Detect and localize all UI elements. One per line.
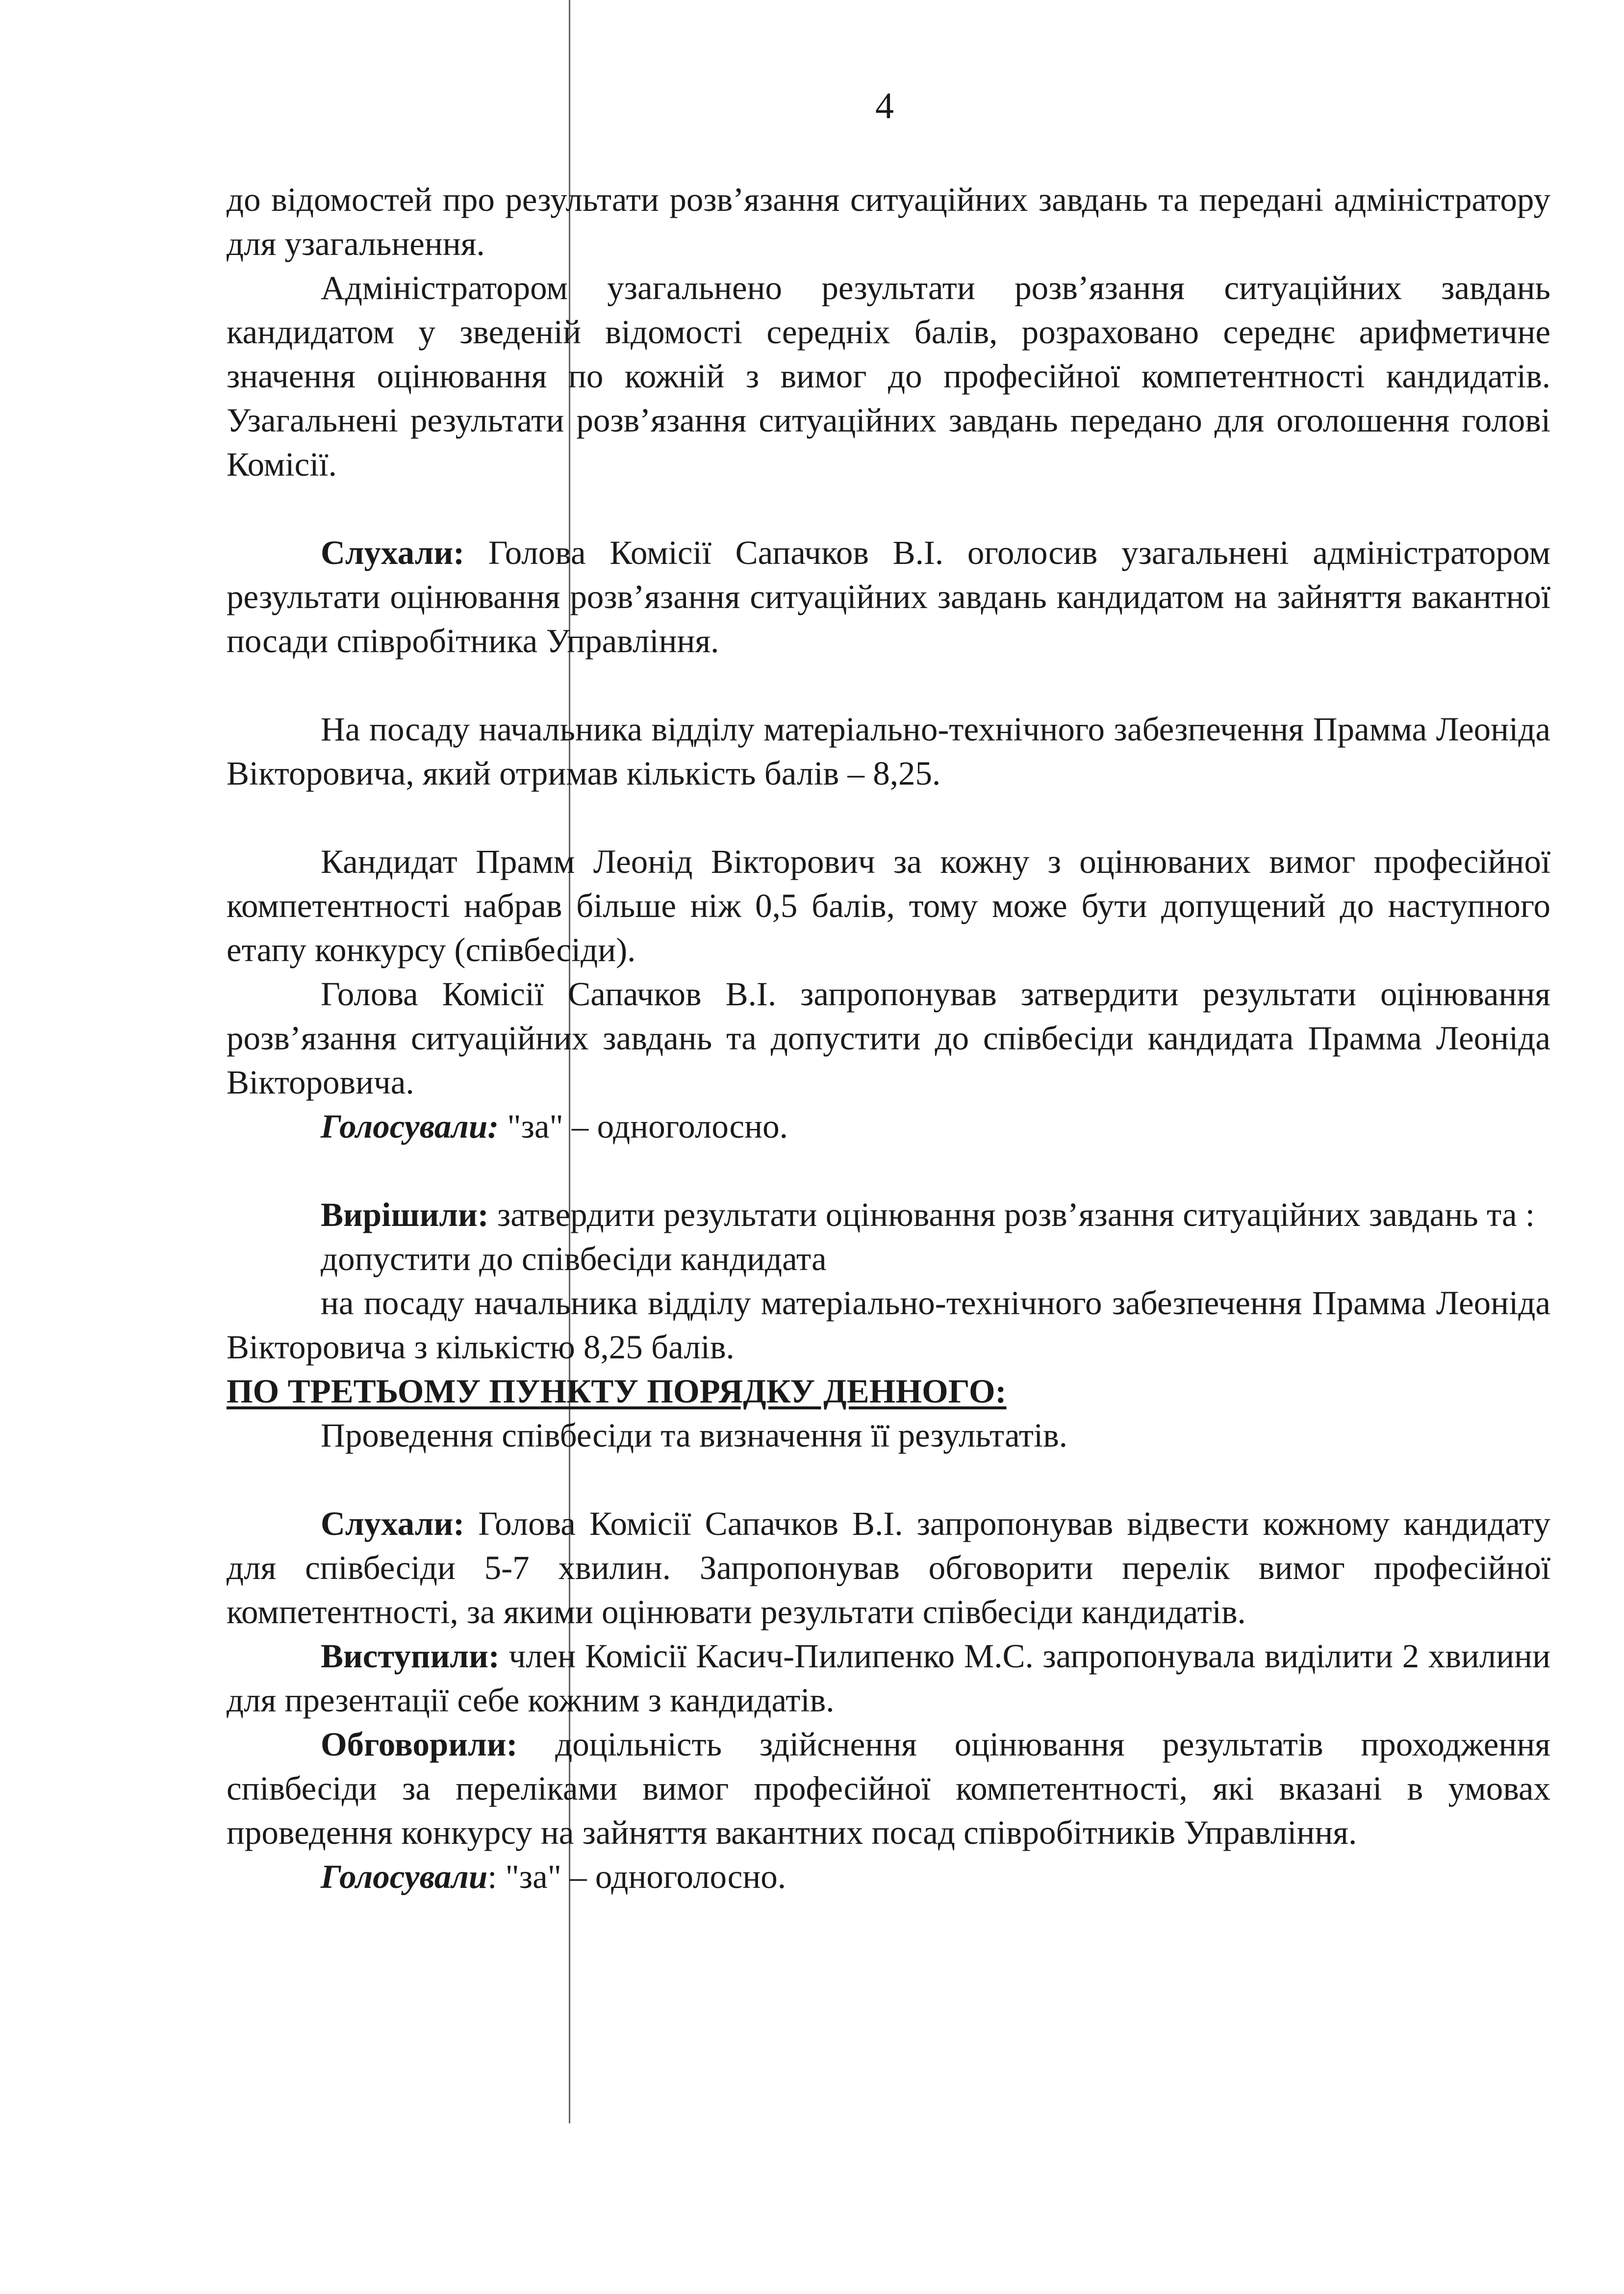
- heard-text-2: Голова Комісії Сапачков В.І. запропонував відвести кожному кандидату для співбесіди 5-7 хвилин. Запропонував обговорити перелік вимог професійної компетентності, за якими оцінювати результати співбесіди кандидатів.: [227, 1505, 1550, 1631]
- voted-colon: :: [487, 1858, 497, 1895]
- paragraph-2: Адміністратором узагальнено результати розв’язання ситуаційних завдань кандидатом у зведеній відомості середніх балів, розраховано середнє арифметичне значення оцінювання по кожній з вимог до професійної компетентності кандидатів. Узагальнені результати розв’язання ситуаційних завдань передано для оголошення голові Комісії.: [227, 269, 1550, 483]
- label-voted: Голосували:: [321, 1108, 499, 1145]
- label-heard-2: Слухали:: [321, 1505, 465, 1542]
- paragraph-interview: Проведення співбесіди та визначення її результатів.: [321, 1417, 1067, 1454]
- label-voted-2: Голосували: [321, 1858, 488, 1895]
- voted-text: "за" – одноголосно.: [499, 1108, 788, 1145]
- paragraph-position-2: на посаду начальника відділу матеріально-технічного забезпечення Прамма Леоніда Вікторовича з кількістю 8,25 балів.: [227, 1284, 1550, 1366]
- label-decided: Вирішили:: [321, 1196, 489, 1233]
- document-body: [227, 178, 1550, 1899]
- label-spoke: Виступили:: [321, 1637, 500, 1675]
- discussed-text: доцільність здійснення оцінювання результатів проходження співбесіди за переліками вимог професійної компетентності, які вказані в умовах проведення конкурсу на зайняття вакантних посад співробітників Управління.: [227, 1726, 1550, 1851]
- paragraph-heard: [227, 531, 1550, 663]
- paragraph-heard-2: [227, 1502, 1550, 1634]
- paragraph-1: до відомостей про результати розв’язання ситуаційних завдань та передані адміністратору для узагальнення.: [227, 181, 1550, 262]
- paragraph-spoke: [227, 1634, 1550, 1722]
- paragraph-voted-2: [227, 1855, 1550, 1899]
- spoke-text: член Комісії Касич-Пилипенко М.С. запропонувала виділити 2 хвилини для презентації себе кожним з кандидатів.: [227, 1637, 1550, 1719]
- voted-text-2: "за" – одноголосно.: [497, 1858, 787, 1895]
- section-heading: ПО ТРЕТЬОМУ ПУНКТУ ПОРЯДКУ ДЕННОГО:: [227, 1373, 1007, 1410]
- paragraph-decided: [227, 1193, 1550, 1237]
- page-number: 4: [875, 85, 894, 127]
- paragraph-admit: допустити до співбесіди кандидата: [321, 1240, 827, 1277]
- label-heard: Слухали:: [321, 534, 465, 571]
- paragraph-candidate: Кандидат Прамм Леонід Вікторович за кожну з оцінюваних вимог професійної компетентності набрав більше ніж 0,5 балів, тому може бути допущений до наступного етапу конкурсу (співбесіди).: [227, 843, 1550, 969]
- paragraph-voted-1: [227, 1104, 1550, 1148]
- heard-text: Голова Комісії Сапачков В.І. оголосив узагальнені адміністратором результати оцінювання розв’язання ситуаційних завдань кандидатом на зайняття вакантної посади співробітника Управління.: [227, 534, 1550, 660]
- paragraph-proposal: Голова Комісії Сапачков В.І. запропонував затвердити результати оцінювання розв’язання ситуаційних завдань та допустити до співбесіди кандидата Прамма Леоніда Вікторовича.: [227, 975, 1550, 1101]
- paragraph-discussed: [227, 1722, 1550, 1855]
- decided-text: затвердити результати оцінювання розв’язання ситуаційних завдань та :: [488, 1196, 1535, 1233]
- label-discussed: Обговорили:: [321, 1726, 518, 1763]
- paragraph-position: На посаду начальника відділу матеріально-технічного забезпечення Прамма Леоніда Вікторовича, який отримав кількість балів – 8,25.: [227, 711, 1550, 792]
